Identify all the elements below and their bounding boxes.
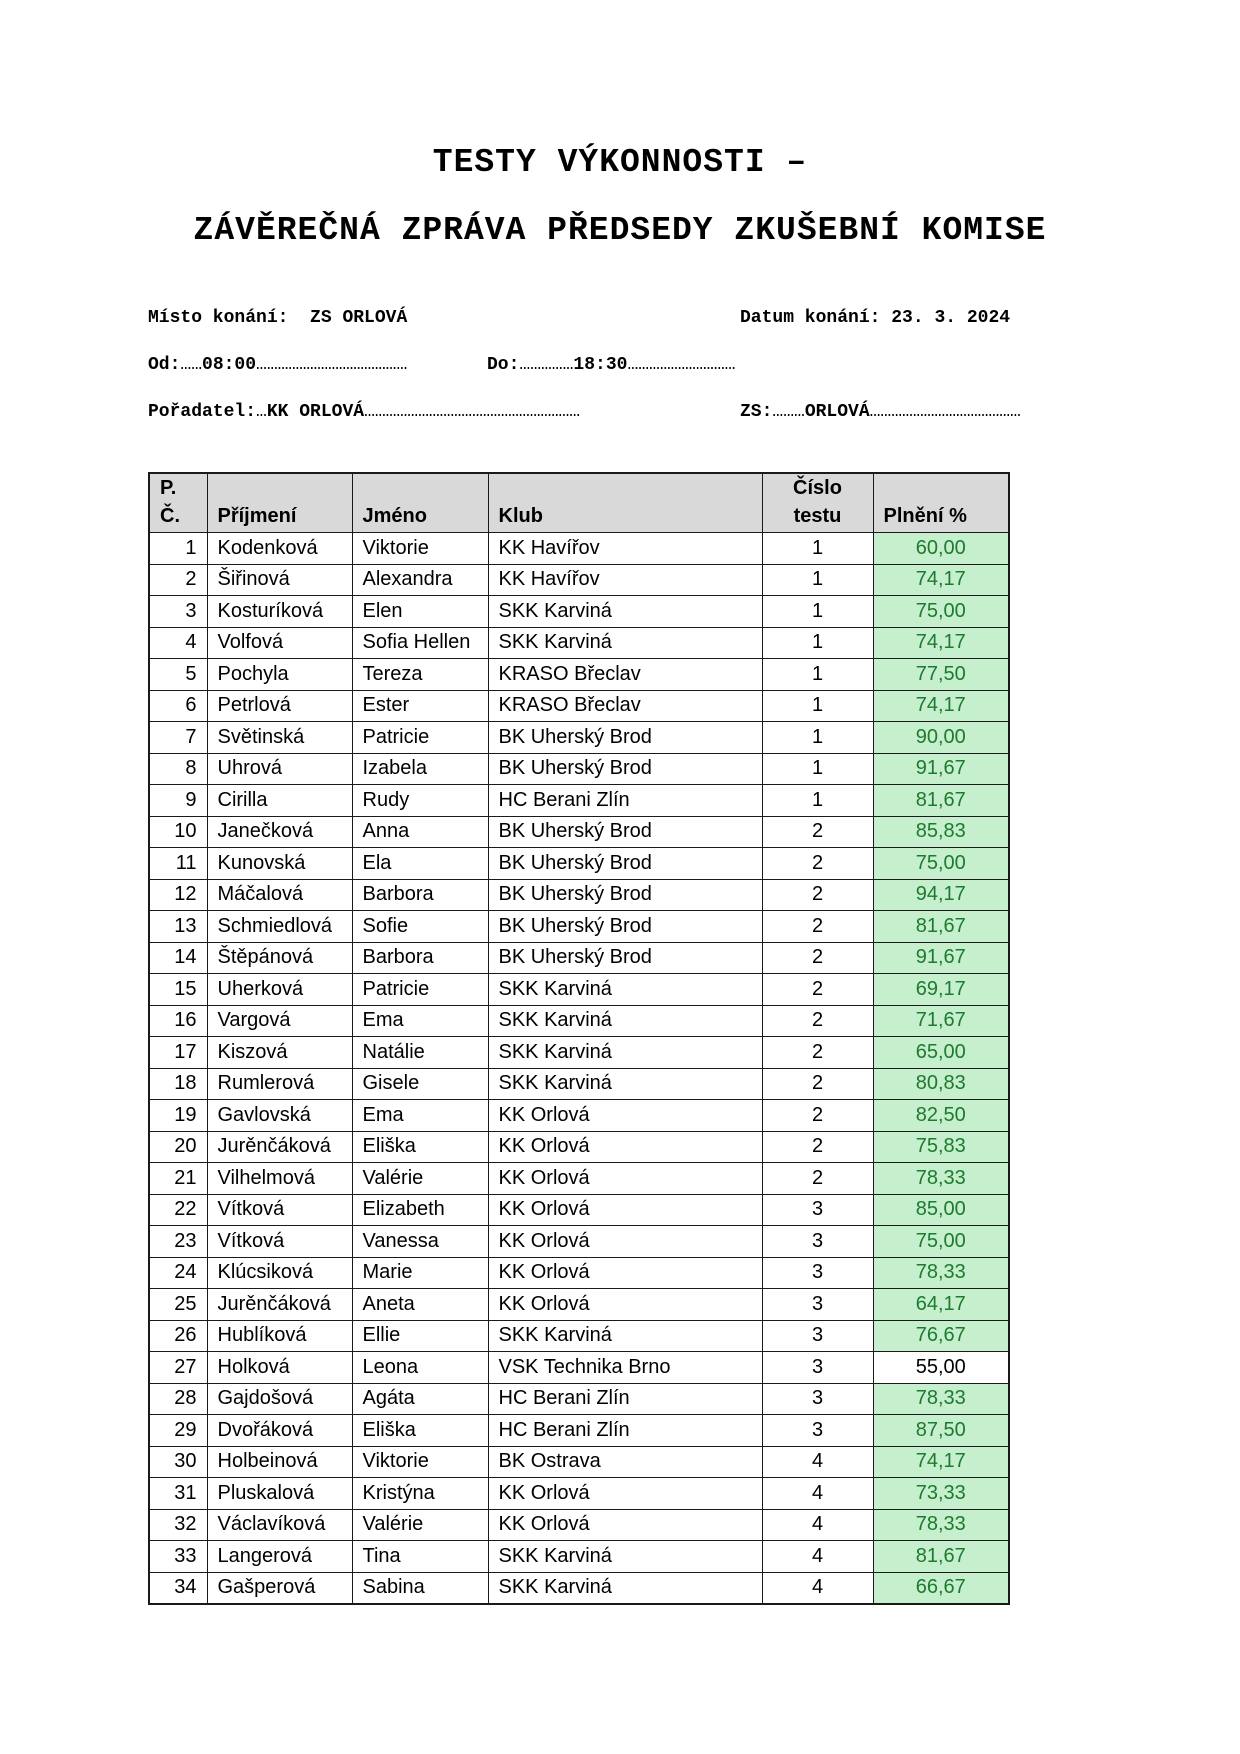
cell-surname: Pluskalová (207, 1478, 352, 1510)
cell-name: Sofia Hellen (352, 627, 488, 659)
cell-score: 78,33 (873, 1257, 1009, 1289)
cell-score: 90,00 (873, 722, 1009, 754)
cell-surname: Uhrová (207, 753, 352, 785)
cell-surname: Jurěnčáková (207, 1131, 352, 1163)
cell-test-number: 1 (762, 564, 873, 596)
cell-surname: Petrlová (207, 690, 352, 722)
table-row (149, 848, 1009, 880)
cell-club: BK Uherský Brod (488, 816, 762, 848)
cell-club: HC Berani Zlín (488, 1415, 762, 1447)
cell-test-number: 2 (762, 1163, 873, 1195)
cell-score: 69,17 (873, 974, 1009, 1006)
cell-test-number: 2 (762, 879, 873, 911)
cell-name: Barbora (352, 942, 488, 974)
cell-name: Natálie (352, 1037, 488, 1069)
cell-name: Izabela (352, 753, 488, 785)
table-row (149, 1131, 1009, 1163)
cell-name: Valérie (352, 1509, 488, 1541)
cell-club: KRASO Břeclav (488, 659, 762, 691)
cell-test-number: 2 (762, 1005, 873, 1037)
cell-name: Vanessa (352, 1226, 488, 1258)
cell-name: Leona (352, 1352, 488, 1384)
cell-test-number: 4 (762, 1572, 873, 1604)
table-row (149, 1163, 1009, 1195)
table-row (149, 1320, 1009, 1352)
cell-score: 80,83 (873, 1068, 1009, 1100)
cell-test-number: 1 (762, 659, 873, 691)
cell-surname: Dvořáková (207, 1415, 352, 1447)
cell-number: 3 (149, 596, 207, 628)
table-row (149, 627, 1009, 659)
cell-club: SKK Karviná (488, 596, 762, 628)
cell-test-number: 3 (762, 1352, 873, 1384)
cell-name: Tina (352, 1541, 488, 1573)
cell-club: VSK Technika Brno (488, 1352, 762, 1384)
to-field: Do:……………18:30………………………… (487, 355, 736, 375)
cell-score: 75,00 (873, 596, 1009, 628)
report-title-line1: TESTY VÝKONNOSTI – (432, 144, 808, 181)
cell-name: Tereza (352, 659, 488, 691)
table-row (149, 1509, 1009, 1541)
table-row (149, 596, 1009, 628)
cell-number: 5 (149, 659, 207, 691)
cell-name: Sofie (352, 911, 488, 943)
table-row (149, 659, 1009, 691)
cell-score: 78,33 (873, 1383, 1009, 1415)
cell-number: 13 (149, 911, 207, 943)
cell-club: KK Havířov (488, 533, 762, 565)
table-row (149, 1100, 1009, 1132)
cell-name: Eliška (352, 1415, 488, 1447)
cell-score: 81,67 (873, 785, 1009, 817)
cell-name: Ester (352, 690, 488, 722)
cell-number: 27 (149, 1352, 207, 1384)
cell-club: SKK Karviná (488, 1572, 762, 1604)
cell-surname: Šiřinová (207, 564, 352, 596)
to-value: 18:30 (573, 355, 628, 375)
cell-test-number: 2 (762, 1131, 873, 1163)
table-row (149, 1257, 1009, 1289)
cell-test-number: 4 (762, 1509, 873, 1541)
cell-number: 9 (149, 785, 207, 817)
cell-name: Barbora (352, 879, 488, 911)
cell-club: BK Uherský Brod (488, 848, 762, 880)
cell-test-number: 4 (762, 1446, 873, 1478)
cell-name: Sabina (352, 1572, 488, 1604)
cell-surname: Janečková (207, 816, 352, 848)
col-name: Jméno (352, 473, 488, 533)
cell-club: KK Orlová (488, 1131, 762, 1163)
cell-surname: Holbeinová (207, 1446, 352, 1478)
cell-test-number: 2 (762, 816, 873, 848)
cell-surname: Štěpánová (207, 942, 352, 974)
cell-score: 74,17 (873, 1446, 1009, 1478)
cell-score: 74,17 (873, 564, 1009, 596)
cell-name: Agáta (352, 1383, 488, 1415)
cell-number: 16 (149, 1005, 207, 1037)
table-row (149, 1352, 1009, 1384)
cell-name: Valérie (352, 1163, 488, 1195)
zs-value: ORLOVÁ (804, 402, 870, 422)
cell-surname: Gašperová (207, 1572, 352, 1604)
cell-surname: Kodenková (207, 533, 352, 565)
from-value: 08:00 (202, 355, 257, 375)
cell-score: 71,67 (873, 1005, 1009, 1037)
cell-test-number: 1 (762, 722, 873, 754)
cell-number: 33 (149, 1541, 207, 1573)
table-row (149, 1005, 1009, 1037)
cell-surname: Klúcsiková (207, 1257, 352, 1289)
table-row (149, 1478, 1009, 1510)
table-row (149, 816, 1009, 848)
cell-number: 1 (149, 533, 207, 565)
cell-test-number: 3 (762, 1194, 873, 1226)
cell-number: 4 (149, 627, 207, 659)
cell-number: 28 (149, 1383, 207, 1415)
cell-score: 87,50 (873, 1415, 1009, 1447)
cell-number: 18 (149, 1068, 207, 1100)
cell-number: 10 (149, 816, 207, 848)
cell-name: Marie (352, 1257, 488, 1289)
cell-name: Patricie (352, 722, 488, 754)
table-row (149, 1194, 1009, 1226)
cell-score: 91,67 (873, 753, 1009, 785)
table-row (149, 911, 1009, 943)
cell-test-number: 1 (762, 785, 873, 817)
cell-test-number: 2 (762, 911, 873, 943)
cell-name: Elen (352, 596, 488, 628)
cell-test-number: 2 (762, 1037, 873, 1069)
col-test: Číslo testu (762, 473, 873, 533)
cell-test-number: 3 (762, 1415, 873, 1447)
cell-score: 60,00 (873, 533, 1009, 565)
cell-number: 22 (149, 1194, 207, 1226)
cell-score: 81,67 (873, 911, 1009, 943)
cell-surname: Pochyla (207, 659, 352, 691)
cell-surname: Kiszová (207, 1037, 352, 1069)
cell-score: 76,67 (873, 1320, 1009, 1352)
cell-name: Viktorie (352, 1446, 488, 1478)
cell-club: HC Berani Zlín (488, 1383, 762, 1415)
report-title-line2: ZÁVĚREČNÁ ZPRÁVA PŘEDSEDY ZKUŠEBNÍ KOMISE (193, 212, 1047, 249)
cell-test-number: 1 (762, 690, 873, 722)
cell-number: 21 (149, 1163, 207, 1195)
cell-score: 75,83 (873, 1131, 1009, 1163)
table-row (149, 1289, 1009, 1321)
cell-score: 82,50 (873, 1100, 1009, 1132)
cell-name: Ema (352, 1005, 488, 1037)
place-label: Místo konání: (148, 308, 289, 328)
cell-name: Patricie (352, 974, 488, 1006)
table-row (149, 1415, 1009, 1447)
organizer-field: Pořadatel:…KK ORLOVÁ…………………………………………………… (148, 402, 581, 422)
table-row (149, 564, 1009, 596)
cell-score: 66,67 (873, 1572, 1009, 1604)
table-row (149, 785, 1009, 817)
cell-club: KRASO Břeclav (488, 690, 762, 722)
cell-club: SKK Karviná (488, 1320, 762, 1352)
table-row (149, 722, 1009, 754)
col-club: Klub (488, 473, 762, 533)
cell-club: SKK Karviná (488, 974, 762, 1006)
date-value: 23. 3. 2024 (891, 308, 1011, 328)
cell-surname: Uherková (207, 974, 352, 1006)
cell-name: Gisele (352, 1068, 488, 1100)
cell-surname: Hublíková (207, 1320, 352, 1352)
cell-name: Aneta (352, 1289, 488, 1321)
cell-number: 23 (149, 1226, 207, 1258)
cell-test-number: 1 (762, 533, 873, 565)
cell-surname: Langerová (207, 1541, 352, 1573)
cell-number: 19 (149, 1100, 207, 1132)
organizer-label: Pořadatel: (148, 402, 257, 422)
cell-club: BK Uherský Brod (488, 911, 762, 943)
cell-club: BK Uherský Brod (488, 942, 762, 974)
cell-club: KK Orlová (488, 1257, 762, 1289)
table-row (149, 753, 1009, 785)
place-field (148, 308, 407, 328)
to-label: Do: (487, 355, 520, 375)
cell-number: 14 (149, 942, 207, 974)
cell-score: 65,00 (873, 1037, 1009, 1069)
cell-number: 8 (149, 753, 207, 785)
cell-surname: Gajdošová (207, 1383, 352, 1415)
cell-number: 25 (149, 1289, 207, 1321)
cell-score: 64,17 (873, 1289, 1009, 1321)
table-row (149, 1572, 1009, 1604)
organizer-value: KK ORLOVÁ (266, 402, 365, 422)
cell-surname: Cirilla (207, 785, 352, 817)
cell-club: BK Uherský Brod (488, 879, 762, 911)
cell-club: KK Orlová (488, 1478, 762, 1510)
cell-number: 7 (149, 722, 207, 754)
cell-club: SKK Karviná (488, 627, 762, 659)
table-row (149, 1037, 1009, 1069)
cell-surname: Holková (207, 1352, 352, 1384)
zs-field: ZS:………ORLOVÁ…………………………………… (740, 402, 1021, 422)
cell-number: 20 (149, 1131, 207, 1163)
cell-number: 2 (149, 564, 207, 596)
cell-test-number: 2 (762, 1100, 873, 1132)
cell-number: 34 (149, 1572, 207, 1604)
cell-score: 75,00 (873, 1226, 1009, 1258)
cell-name: Elizabeth (352, 1194, 488, 1226)
cell-surname: Vilhelmová (207, 1163, 352, 1195)
cell-club: SKK Karviná (488, 1541, 762, 1573)
cell-surname: Schmiedlová (207, 911, 352, 943)
cell-number: 26 (149, 1320, 207, 1352)
cell-score: 94,17 (873, 879, 1009, 911)
cell-number: 11 (149, 848, 207, 880)
cell-surname: Máčalová (207, 879, 352, 911)
cell-name: Kristýna (352, 1478, 488, 1510)
cell-score: 74,17 (873, 690, 1009, 722)
cell-club: KK Orlová (488, 1163, 762, 1195)
table-row (149, 1068, 1009, 1100)
date-label: Datum konání: (740, 308, 881, 328)
cell-score: 73,33 (873, 1478, 1009, 1510)
table-row (149, 879, 1009, 911)
cell-club: KK Orlová (488, 1194, 762, 1226)
cell-test-number: 3 (762, 1289, 873, 1321)
cell-name: Ellie (352, 1320, 488, 1352)
cell-test-number: 2 (762, 1068, 873, 1100)
cell-number: 24 (149, 1257, 207, 1289)
cell-number: 6 (149, 690, 207, 722)
table-row (149, 690, 1009, 722)
date-field (740, 308, 1010, 328)
cell-club: KK Orlová (488, 1289, 762, 1321)
results-table (148, 472, 1010, 1605)
cell-number: 15 (149, 974, 207, 1006)
cell-number: 12 (149, 879, 207, 911)
cell-club: SKK Karviná (488, 1068, 762, 1100)
table-row (149, 1226, 1009, 1258)
cell-test-number: 1 (762, 596, 873, 628)
cell-club: BK Uherský Brod (488, 722, 762, 754)
cell-test-number: 3 (762, 1257, 873, 1289)
cell-score: 81,67 (873, 1541, 1009, 1573)
cell-score: 78,33 (873, 1163, 1009, 1195)
cell-surname: Vítková (207, 1226, 352, 1258)
cell-score: 85,00 (873, 1194, 1009, 1226)
cell-club: BK Ostrava (488, 1446, 762, 1478)
place-value: ZS ORLOVÁ (310, 308, 408, 328)
cell-club: KK Orlová (488, 1226, 762, 1258)
table-row (149, 1446, 1009, 1478)
cell-test-number: 2 (762, 942, 873, 974)
cell-number: 30 (149, 1446, 207, 1478)
cell-surname: Volfová (207, 627, 352, 659)
cell-test-number: 2 (762, 848, 873, 880)
cell-surname: Gavlovská (207, 1100, 352, 1132)
cell-score: 75,00 (873, 848, 1009, 880)
cell-surname: Světinská (207, 722, 352, 754)
cell-score: 91,67 (873, 942, 1009, 974)
cell-name: Ela (352, 848, 488, 880)
cell-surname: Kunovská (207, 848, 352, 880)
table-row (149, 974, 1009, 1006)
cell-score: 78,33 (873, 1509, 1009, 1541)
cell-name: Rudy (352, 785, 488, 817)
cell-name: Anna (352, 816, 488, 848)
cell-test-number: 3 (762, 1320, 873, 1352)
cell-number: 17 (149, 1037, 207, 1069)
cell-club: KK Orlová (488, 1509, 762, 1541)
cell-number: 29 (149, 1415, 207, 1447)
from-label: Od: (148, 355, 181, 375)
table-row (149, 1541, 1009, 1573)
cell-club: KK Havířov (488, 564, 762, 596)
cell-score: 77,50 (873, 659, 1009, 691)
cell-surname: Kosturíková (207, 596, 352, 628)
cell-surname: Jurěnčáková (207, 1289, 352, 1321)
cell-surname: Vargová (207, 1005, 352, 1037)
cell-surname: Rumlerová (207, 1068, 352, 1100)
col-pc: P. Č. (149, 473, 207, 533)
cell-name: Viktorie (352, 533, 488, 565)
cell-score: 55,00 (873, 1352, 1009, 1384)
cell-surname: Vítková (207, 1194, 352, 1226)
cell-score: 85,83 (873, 816, 1009, 848)
cell-test-number: 2 (762, 974, 873, 1006)
cell-club: HC Berani Zlín (488, 785, 762, 817)
cell-club: SKK Karviná (488, 1037, 762, 1069)
cell-test-number: 3 (762, 1383, 873, 1415)
from-field: Od:……08:00…………………………………… (148, 355, 408, 375)
table-row (149, 533, 1009, 565)
cell-club: SKK Karviná (488, 1005, 762, 1037)
cell-name: Alexandra (352, 564, 488, 596)
cell-number: 31 (149, 1478, 207, 1510)
table-row (149, 1383, 1009, 1415)
cell-surname: Václavíková (207, 1509, 352, 1541)
cell-test-number: 4 (762, 1478, 873, 1510)
cell-name: Ema (352, 1100, 488, 1132)
table-row (149, 942, 1009, 974)
cell-club: KK Orlová (488, 1100, 762, 1132)
cell-name: Eliška (352, 1131, 488, 1163)
col-surname: Příjmení (207, 473, 352, 533)
cell-score: 74,17 (873, 627, 1009, 659)
cell-test-number: 1 (762, 753, 873, 785)
cell-number: 32 (149, 1509, 207, 1541)
col-score: Plnění % (873, 473, 1009, 533)
table-header-row (149, 473, 1009, 533)
cell-test-number: 4 (762, 1541, 873, 1573)
cell-test-number: 3 (762, 1226, 873, 1258)
cell-club: BK Uherský Brod (488, 753, 762, 785)
cell-test-number: 1 (762, 627, 873, 659)
zs-label: ZS: (740, 402, 773, 422)
